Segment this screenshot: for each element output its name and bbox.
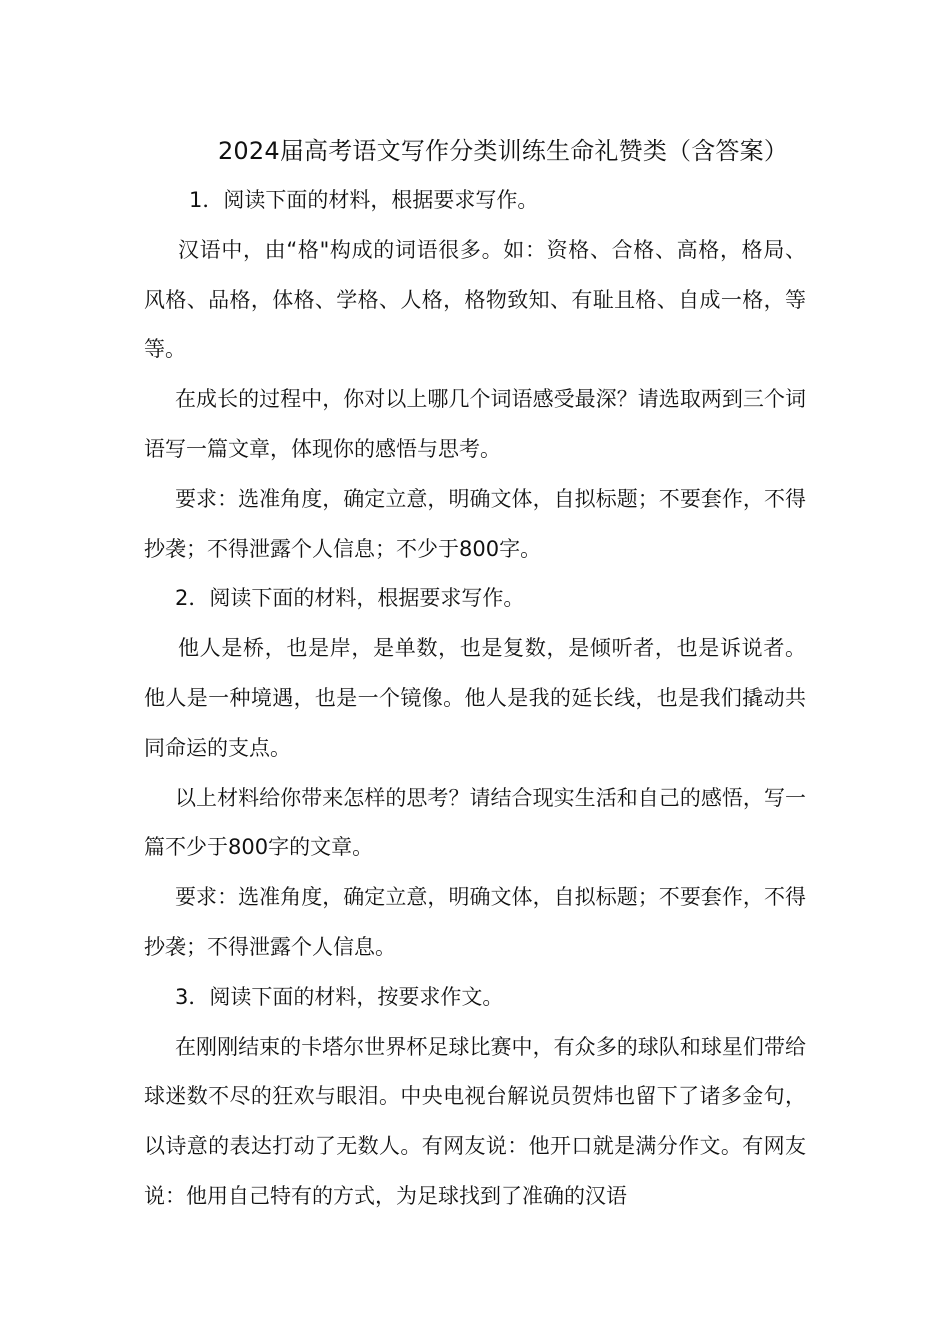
question-1-prompt: 在成长的过程中，你对以上哪几个词语感受最深？请选取两到三个词语写一篇文章，体现你的感悟与思考。 [144, 387, 806, 461]
question-1-requirements: 要求：选准角度，确定立意，明确文体，自拟标题；不要套作，不得抄袭；不得泄露个人信息；不少于800字。 [144, 486, 806, 561]
question-2-heading: 2．阅读下面的材料，根据要求写作。 [175, 586, 525, 611]
question-3-material: 在刚刚结束的卡塔尔世界杯足球比赛中，有众多的球队和球星们带给球迷数不尽的狂欢与眼泪。中央电视台解说员贺炜也留下了诸多金句，以诗意的表达打动了无数人。有网友说：他开口就是满分作文。有网友说：他用自己特有的方式，为足球找到了准确的汉语 [144, 1034, 806, 1208]
question-2-material: 他人是桥，也是岸，是单数，也是复数，是倾听者，也是诉说者。他人是一种境遇，也是一个镜像。他人是我的延长线，也是我们撬动共同命运的支点。 [144, 636, 806, 760]
question-1-heading: 1．阅读下面的材料，根据要求写作。 [189, 188, 539, 212]
question-1-material: 汉语中，由“格"构成的词语很多。如：资格、合格、高格，格局、风格、品格，体格、学格、人格，格物致知、有耻且格、自成一格，等等。 [144, 237, 806, 362]
document-page [144, 126, 806, 1222]
document-title: 2024届高考语文写作分类训练生命礼赞类（含答案） [217, 137, 789, 165]
question-2-prompt: 以上材料给你带来怎样的思考？请结合现实生活和自己的感悟，写一篇不少于800字的文章。 [144, 785, 806, 860]
document-body [144, 176, 806, 1222]
question-3-heading: 3．阅读下面的材料，按要求作文。 [175, 984, 504, 1009]
question-2-requirements: 要求：选准角度，确定立意，明确文体，自拟标题；不要套作，不得抄袭；不得泄露个人信息。 [144, 885, 806, 959]
